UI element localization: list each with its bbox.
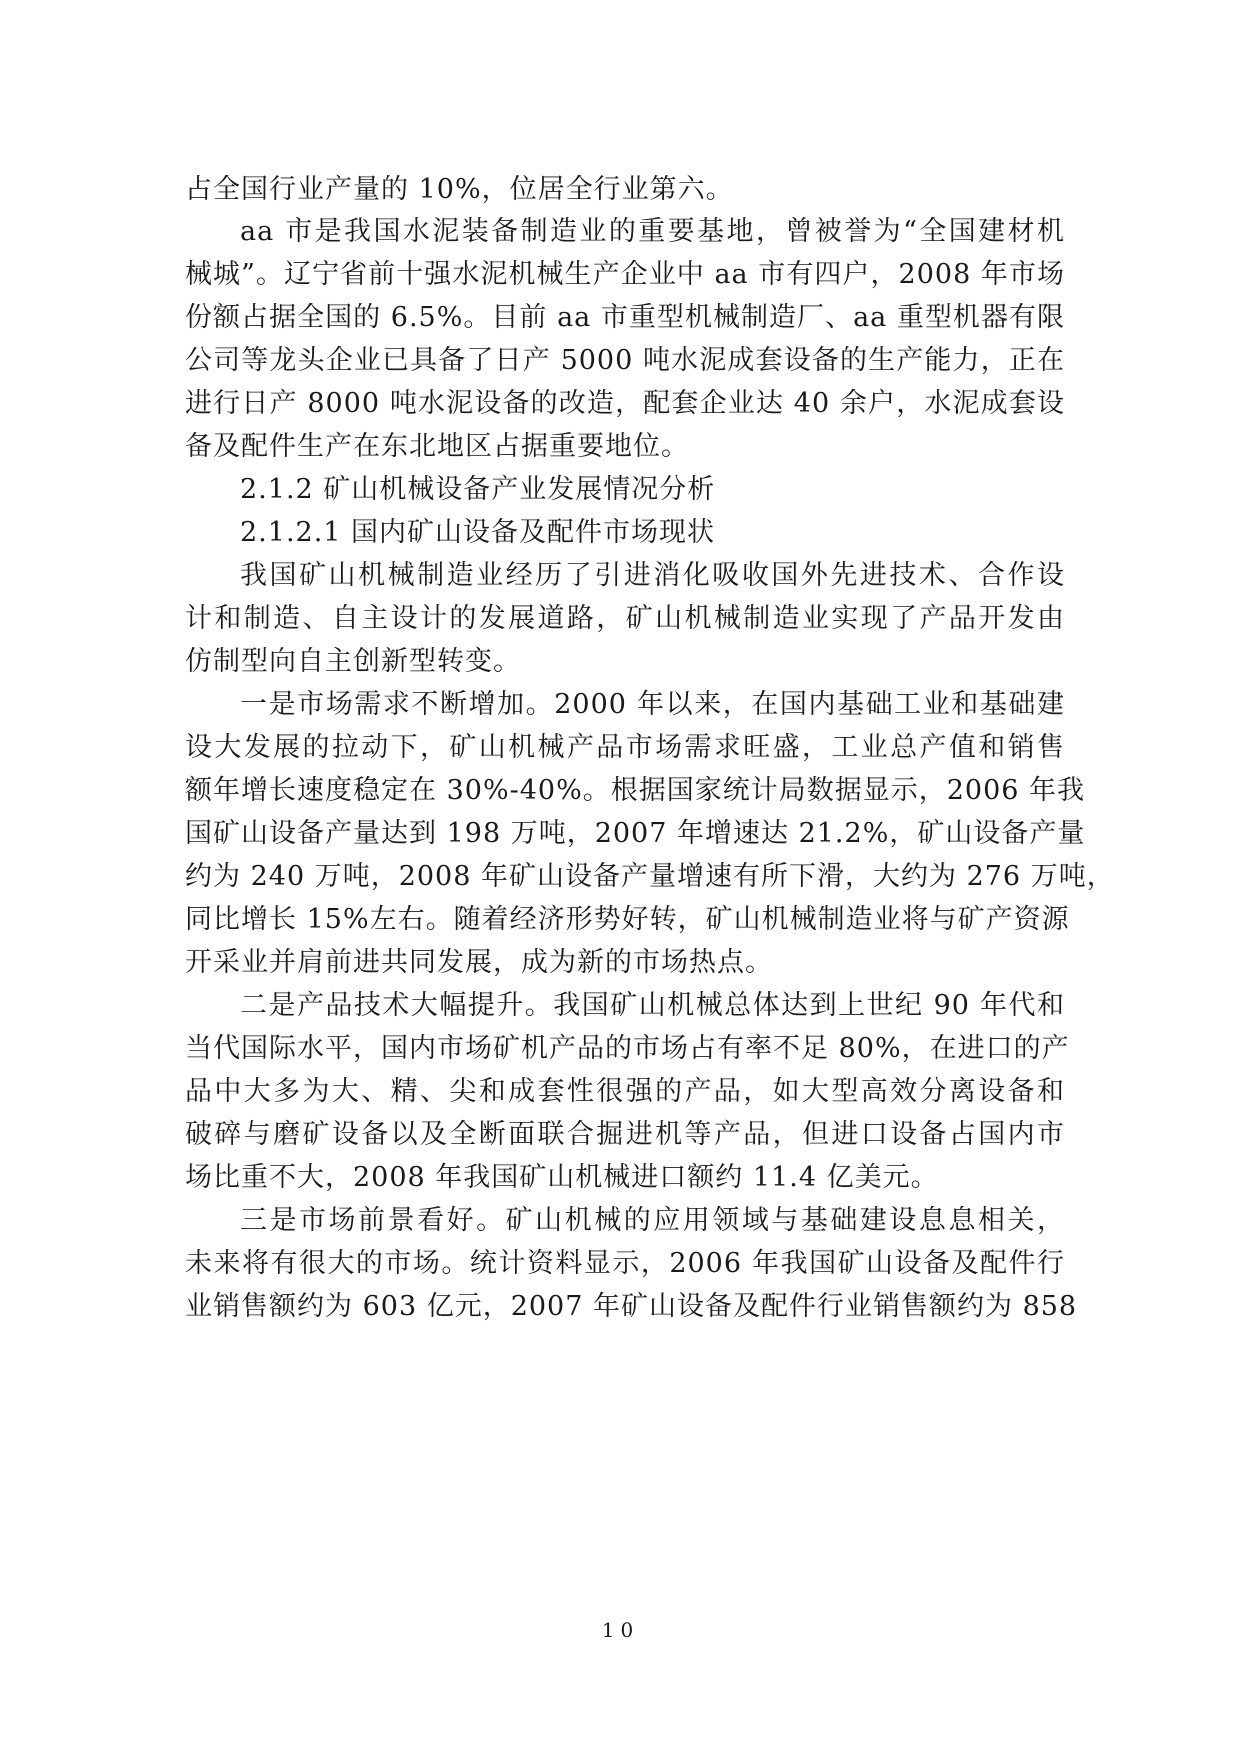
text-line: 备及配件生产在东北地区占据重要地位。 [185, 431, 689, 462]
text-line: 品中大多为大、精、尖和成套性很强的产品，如大型高效分离设备和 [185, 1076, 1065, 1107]
paragraph-first-line: aa 市是我国水泥装备制造业的重要基地，曾被誉为“全国建材机 [240, 216, 1065, 247]
text-line: 当代国际水平，国内市场矿机产品的市场占有率不足 80%，在进口的产 [185, 1033, 1070, 1064]
paragraph-first-line: 一是市场需求不断增加。2000 年以来，在国内基础工业和基础建 [240, 689, 1065, 720]
text-line: 占全国行业产量的 10%，位居全行业第六。 [185, 174, 734, 205]
subsection-heading: 2.1.2.1 国内矿山设备及配件市场现状 [240, 517, 716, 548]
text-line: 国矿山设备产量达到 198 万吨，2007 年增速达 21.2%，矿山设备产量 [185, 818, 1086, 849]
text-line: 场比重不大，2008 年我国矿山机械进口额约 11.4 亿美元。 [185, 1162, 939, 1193]
text-line: 破碎与磨矿设备以及全断面联合掘进机等产品，但进口设备占国内市 [185, 1119, 1065, 1150]
text-line: 额年增长速度稳定在 30%-40%。根据国家统计局数据显示，2006 年我 [185, 775, 1086, 806]
page-number: 10 [601, 1618, 640, 1642]
text-line: 公司等龙头企业已具备了日产 5000 吨水泥成套设备的生产能力，正在 [185, 345, 1065, 376]
text-line: 约为 240 万吨，2008 年矿山设备产量增速有所下滑，大约为 276 万吨， [185, 861, 1115, 892]
text-line: 仿制型向自主创新型转变。 [185, 646, 521, 677]
text-line: 开采业并肩前进共同发展，成为新的市场热点。 [185, 947, 773, 978]
paragraph-first-line: 三是市场前景看好。矿山机械的应用领域与基础建设息息相关， [240, 1205, 1065, 1236]
text-line: 未来将有很大的市场。统计资料显示，2006 年我国矿山设备及配件行 [185, 1248, 1065, 1279]
text-line: 计和制造、自主设计的发展道路，矿山机械制造业实现了产品开发由 [185, 603, 1065, 634]
paragraph-first-line: 二是产品技术大幅提升。我国矿山机械总体达到上世纪 90 年代和 [240, 990, 1065, 1021]
text-line: 份额占据全国的 6.5%。目前 aa 市重型机械制造厂、aa 重型机器有限 [185, 302, 1065, 333]
text-line: 设大发展的拉动下，矿山机械产品市场需求旺盛，工业总产值和销售 [185, 732, 1065, 763]
text-line: 业销售额约为 603 亿元，2007 年矿山设备及配件行业销售额约为 858 [185, 1291, 1078, 1322]
section-heading: 2.1.2 矿山机械设备产业发展情况分析 [240, 474, 716, 505]
text-line: 同比增长 15%左右。随着经济形势好转，矿山机械制造业将与矿产资源 [185, 904, 1070, 935]
text-line: 进行日产 8000 吨水泥设备的改造，配套企业达 40 余户，水泥成套设 [185, 388, 1065, 419]
text-line: 械城”。辽宁省前十强水泥机械生产企业中 aa 市有四户，2008 年市场 [185, 259, 1065, 290]
paragraph-first-line: 我国矿山机械制造业经历了引进消化吸收国外先进技术、合作设 [240, 560, 1065, 591]
